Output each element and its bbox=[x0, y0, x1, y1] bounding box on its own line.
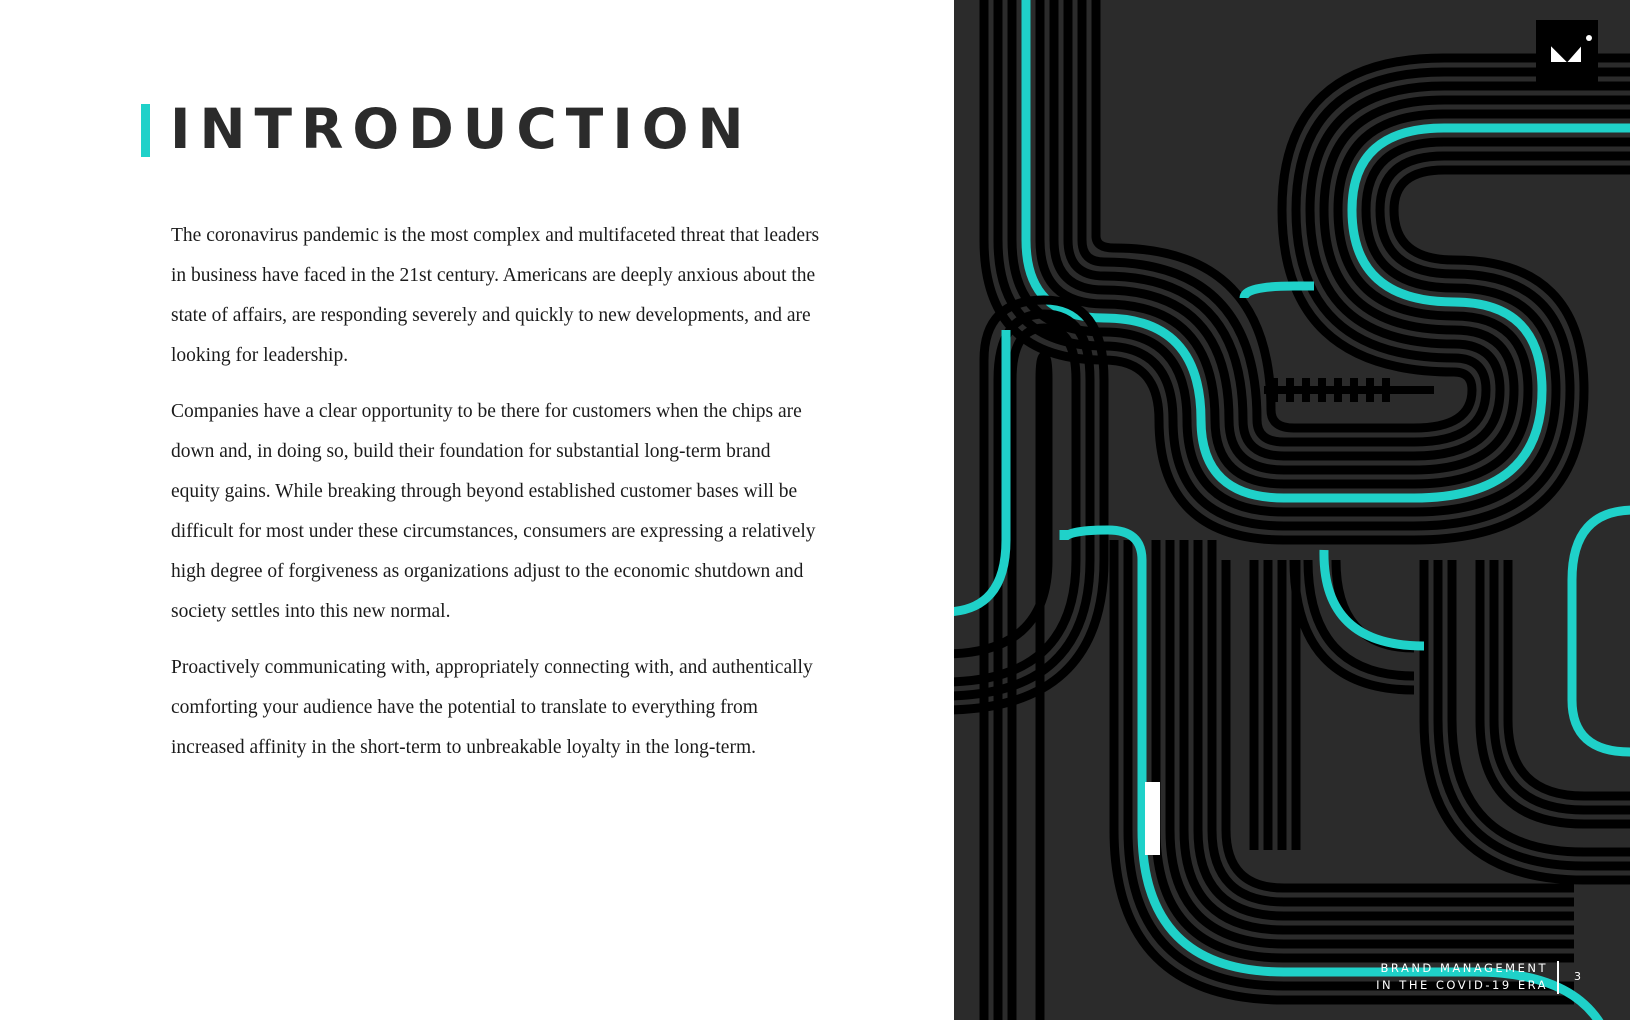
pattern-graphic bbox=[954, 0, 1630, 1020]
footer-caption bbox=[1376, 960, 1548, 994]
footer-divider bbox=[1557, 961, 1559, 994]
paragraph-3: Proactively communicating with, appropriately connecting with, and authentically comforting your audience have the potential to translate to everything from increased affinity in the short-term to unbreakable loyalty in the long-term. bbox=[171, 657, 813, 758]
paragraph-1: The coronavirus pandemic is the most complex and multifaceted threat that leaders in business have faced in the 21st century. Americans are deeply anxious about the state of affairs, are responding severely and quickly to new developments, and are looking for leadership. bbox=[171, 225, 820, 366]
intro-body bbox=[171, 216, 821, 784]
paragraph-2: Companies have a clear opportunity to be there for customers when the chips are down and, in doing so, build their foundation for substantial long-term brand equity gains. While breaking through beyond established customer bases will be difficult for most under these circumstances, consumers are expressing a relatively high degree of forgiveness as organizations adjust to the economic shutdown and society settles into this new normal. bbox=[171, 401, 816, 622]
footer-line-2: IN THE COVID-19 ERA bbox=[1376, 978, 1548, 992]
title-accent-bar bbox=[141, 104, 150, 157]
footer-line-1: BRAND MANAGEMENT bbox=[1380, 961, 1548, 975]
decorative-pattern-panel bbox=[954, 0, 1630, 1020]
brand-logo-icon bbox=[1536, 20, 1598, 82]
page-number: 3 bbox=[1574, 970, 1581, 983]
page-title: INTRODUCTION bbox=[170, 97, 753, 161]
